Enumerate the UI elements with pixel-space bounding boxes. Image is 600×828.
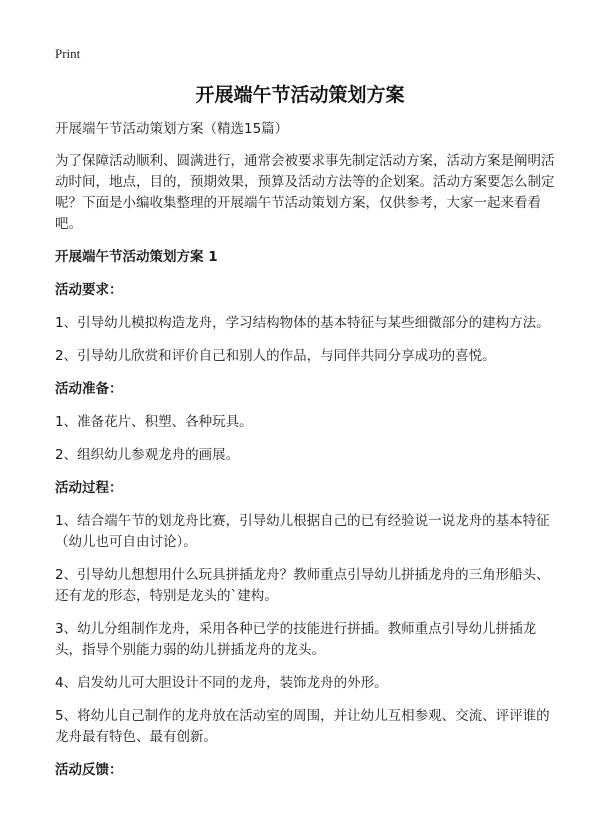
- section-title: 开展端午节活动策划方案 1: [55, 249, 218, 265]
- requirements-heading: 活动要求：: [55, 282, 123, 298]
- print-label[interactable]: Print: [55, 46, 81, 61]
- preparation-heading: 活动准备：: [55, 381, 123, 397]
- preparation-item: 2、组织幼儿参观龙舟的画展。: [55, 447, 240, 463]
- intro-paragraph: 为了保障活动顺利、圆满进行，通常会被要求事先制定活动方案，活动方案是阐明活动时间，地点，目的，预期效果，预算及活动方法等的企划案。活动方案要怎么制定呢？下面是小编收集整理的开展端午节活动策划方案，仅供参考，大家一起来看看吧。: [55, 153, 555, 232]
- process-item: 4、启发幼儿可大胆设计不同的龙舟，装饰龙舟的外形。: [55, 675, 388, 691]
- requirement-item: 1、引导幼儿模拟构造龙舟，学习结构物体的基本特征与某些细微部分的建构方法。: [55, 315, 550, 331]
- process-item: 3、幼儿分组制作龙舟，采用各种已学的技能进行拼插。教师重点引导幼儿拼插龙头，指导个别能力弱的幼儿拼插龙舟的龙头。: [55, 621, 537, 658]
- document-subtitle: 开展端午节活动策划方案（精选15篇）: [55, 121, 289, 137]
- process-item: 1、结合端午节的划龙舟比赛，引导幼儿根据自己的已有经验说一说龙舟的基本特征（幼儿也可自由讨论）。: [55, 513, 550, 550]
- document-body: [55, 119, 555, 793]
- process-item: 5、将幼儿自己制作的龙舟放在活动室的周围，并让幼儿互相参观、交流、评评谁的龙舟最有特色、最有创新。: [55, 708, 550, 745]
- document-title: 开展端午节活动策划方案: [195, 84, 405, 106]
- requirement-item: 2、引导幼儿欣赏和评价自己和别人的作品，与同伴共同分享成功的喜悦。: [55, 348, 496, 364]
- process-item: 2、引导幼儿想想用什么玩具拼插龙舟？教师重点引导幼儿拼插龙舟的三角形船头、还有龙的形态，特别是龙头的`建构。: [55, 567, 550, 604]
- process-heading: 活动过程：: [55, 480, 123, 496]
- feedback-heading: 活动反馈：: [55, 762, 123, 778]
- preparation-item: 1、准备花片、积塑、各种玩具。: [55, 414, 253, 430]
